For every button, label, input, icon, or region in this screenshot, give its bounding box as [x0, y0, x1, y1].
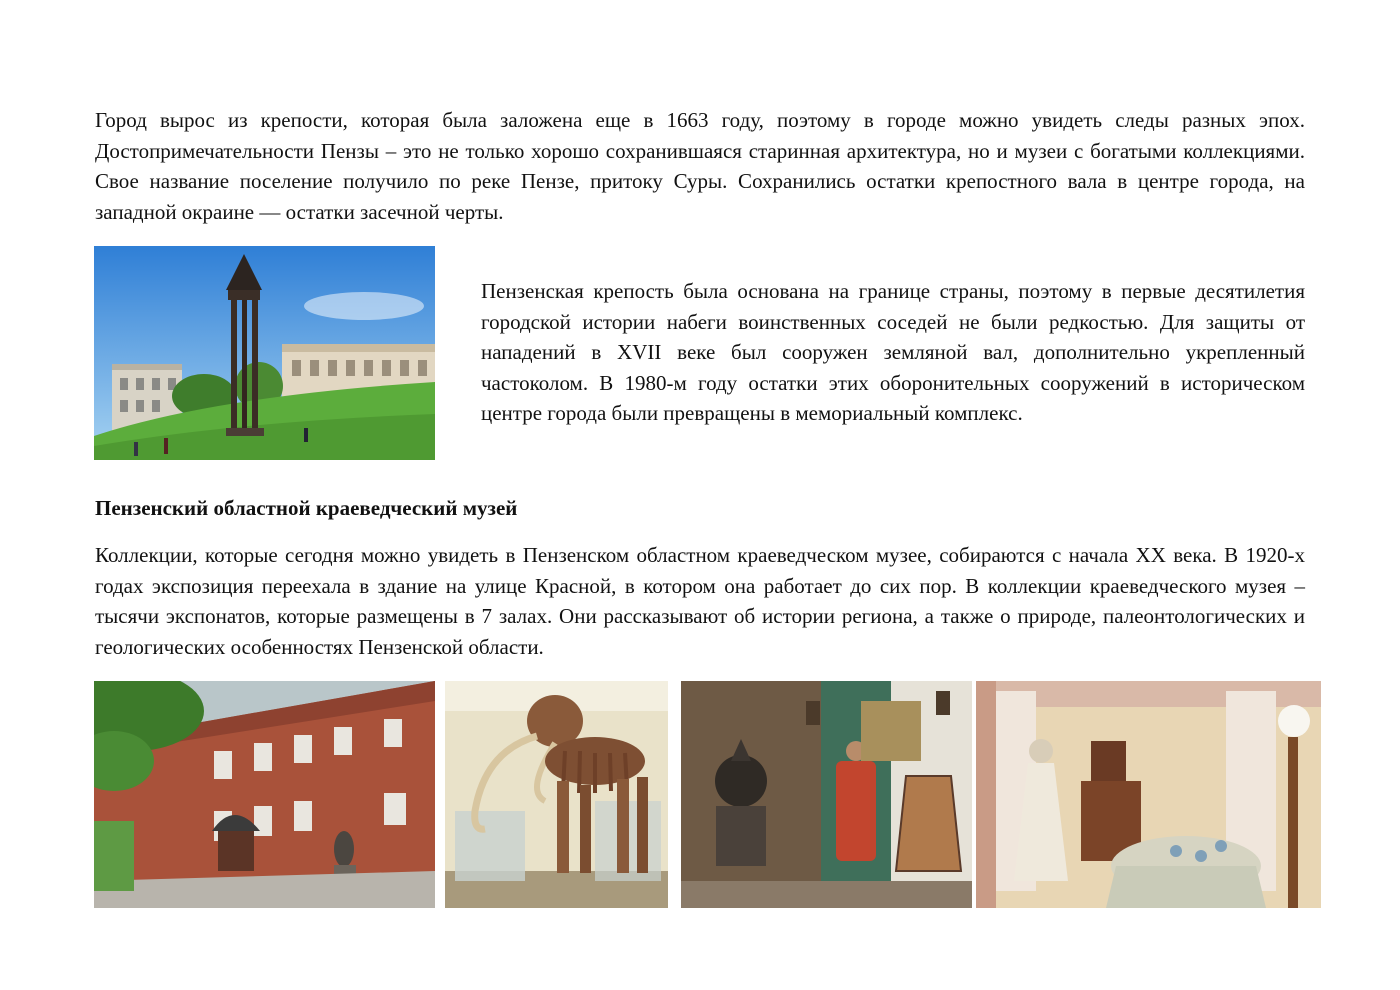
museum-paragraph: Коллекции, которые сегодня можно увидеть в Пензенском областном краеведческом музее, собираются с начала XX века. В 1920-х годах экспозиция переехала в здание на улице Красной, в котором она работает до сих пор. В коллекции краеведческого музея – тысячи экспонатов, которые размещены в 7 залах. Они рассказывают об истории региона, а также о природе, палеонтологических и геологических особенностях Пензенской области. — [95, 543, 1305, 659]
period-interior-photo — [976, 681, 1321, 908]
fortress-paragraph: Пензенская крепость была основана на границе страны, поэтому в первые десятилетия городской истории набеги воинственных соседей не были редкостью. Для защиты от нападений в XVII веке был сооружен земляной вал, дополнительно укрепленный частоколом. В 1980-м году остатки этих оборонительных сооружений в историческом центре города были превращены в мемориальный комплекс. — [481, 279, 1305, 426]
fortress-memorial-photo — [94, 246, 435, 460]
intro-paragraph: Город вырос из крепости, которая была заложена еще в 1663 году, поэтому в городе можно увидеть следы разных эпох. Достопримечательности Пензы – это не только хорошо сохранившаяся старинная архитектура, но и музеи с богатыми коллекциями. Свое название поселение получило по реке Пензе, притоку Суры. Сохранились остатки крепостного вала в центре города, на западной окраине — остатки засечной черты. — [95, 108, 1305, 224]
historical-exhibit-photo — [681, 681, 972, 908]
museum-heading: Пензенский областной краеведческий музей — [95, 496, 518, 520]
museum-building-photo — [94, 681, 435, 908]
mammoth-skeleton-photo — [445, 681, 668, 908]
